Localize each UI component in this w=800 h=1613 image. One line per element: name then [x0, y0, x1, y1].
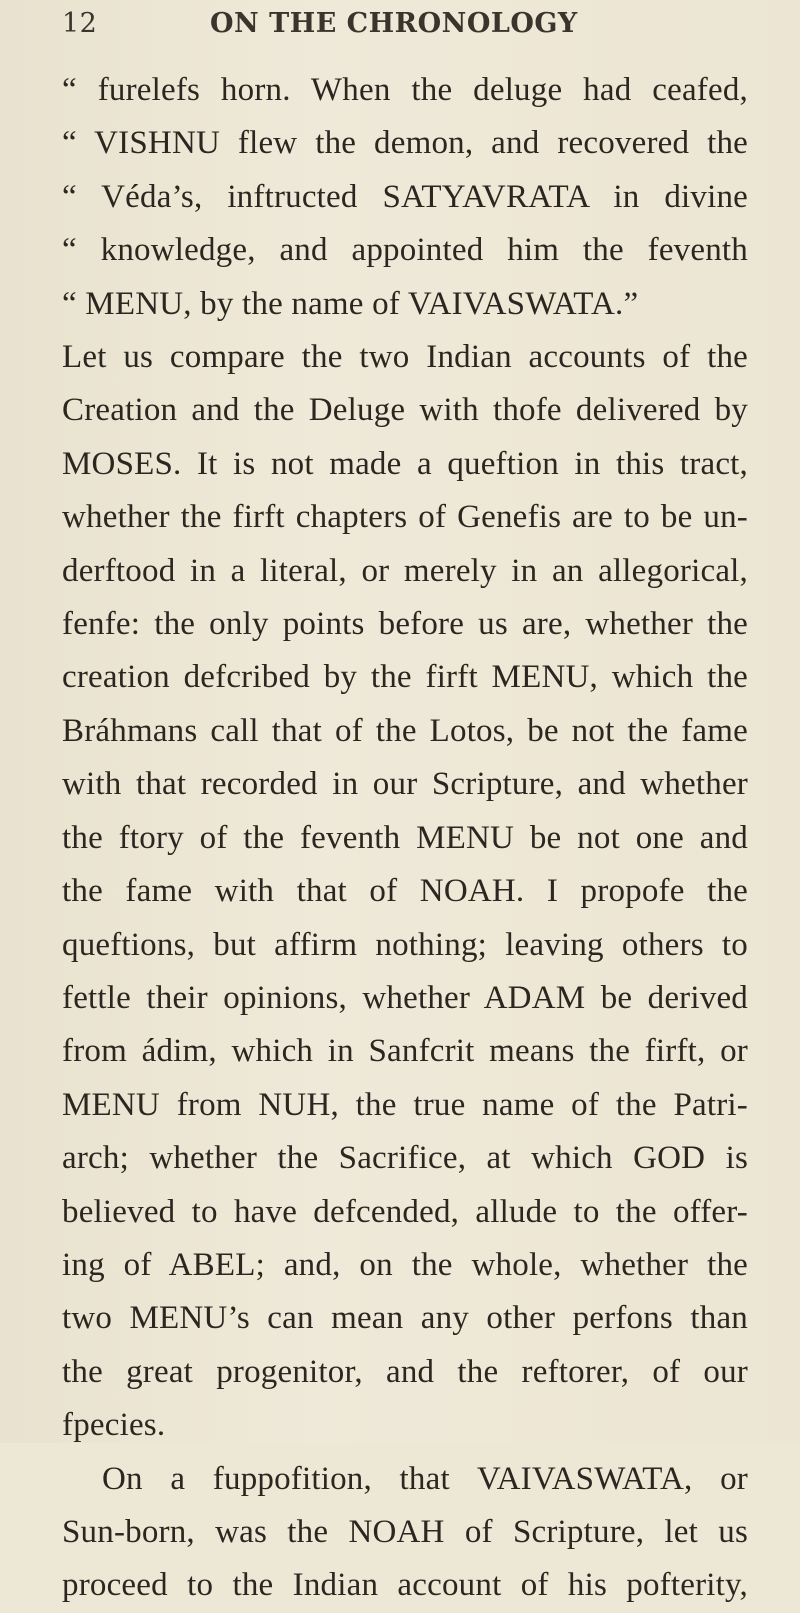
text-line: “ furelefs horn. When the deluge had ceafed, — [62, 72, 748, 108]
text-line: the fame with that of NOAH. I propofe the — [62, 873, 748, 910]
running-title: ON THE CHRONOLOGY — [210, 8, 578, 39]
text-line: creation defcribed by the firft MENU, which the — [62, 659, 748, 696]
text-line: “ MENU, by the name of VAIVASWATA.” — [62, 285, 639, 322]
text-line: On a fuppofition, that VAIVASWATA, or — [102, 1460, 748, 1497]
page-header — [62, 8, 748, 60]
text-line: derftood in a literal, or merely in an allegorical, — [62, 552, 748, 589]
text-line: Sun-born, was the NOAH of Scripture, let us — [62, 1513, 748, 1550]
text-line: the ftory of the feventh MENU be not one and — [62, 819, 748, 856]
body-text — [62, 64, 748, 1613]
text-line: queftions, but affirm nothing; leaving others to — [62, 926, 748, 963]
text-line: believed to have defcended, allude to the offer- — [62, 1193, 748, 1230]
text-line: “ knowledge, and appointed him the feventh — [62, 232, 748, 269]
text-line: Bráhmans call that of the Lotos, be not the fame — [62, 712, 748, 749]
page-number: 12 — [62, 8, 98, 39]
text-line: two MENU’s can mean any other perfons than — [62, 1300, 748, 1337]
text-line: fpecies. — [62, 1407, 166, 1444]
text-line: MOSES. It is not made a queftion in this tract, — [62, 445, 748, 482]
text-line: “ Véda’s, inftructed SATYAVRATA in divine — [62, 178, 748, 215]
text-line: MENU from NUH, the true name of the Patri- — [62, 1086, 748, 1123]
text-line: fenfe: the only points before us are, whether the — [62, 606, 748, 643]
text-line: arch; whether the Sacrifice, at which GOD is — [62, 1140, 748, 1177]
text-line: whether the firft chapters of Genefis are to be un- — [62, 499, 748, 536]
text-line: Let us compare the two Indian accounts of the — [62, 339, 748, 376]
text-line: “ VISHNU flew the demon, and recovered the — [62, 125, 748, 162]
text-line: Creation and the Deluge with thofe delivered by — [62, 392, 748, 429]
text-line: fettle their opinions, whether ADAM be derived — [62, 979, 748, 1016]
text-line: with that recorded in our Scripture, and whether — [62, 766, 748, 803]
text-line: the great progenitor, and the reftorer, of our — [62, 1353, 748, 1390]
text-line: proceed to the Indian account of his pofterity, — [62, 1567, 748, 1604]
text-line: ing of ABEL; and, on the whole, whether the — [62, 1246, 748, 1283]
text-line: from ádim, which in Sanfcrit means the firft, or — [62, 1033, 748, 1070]
